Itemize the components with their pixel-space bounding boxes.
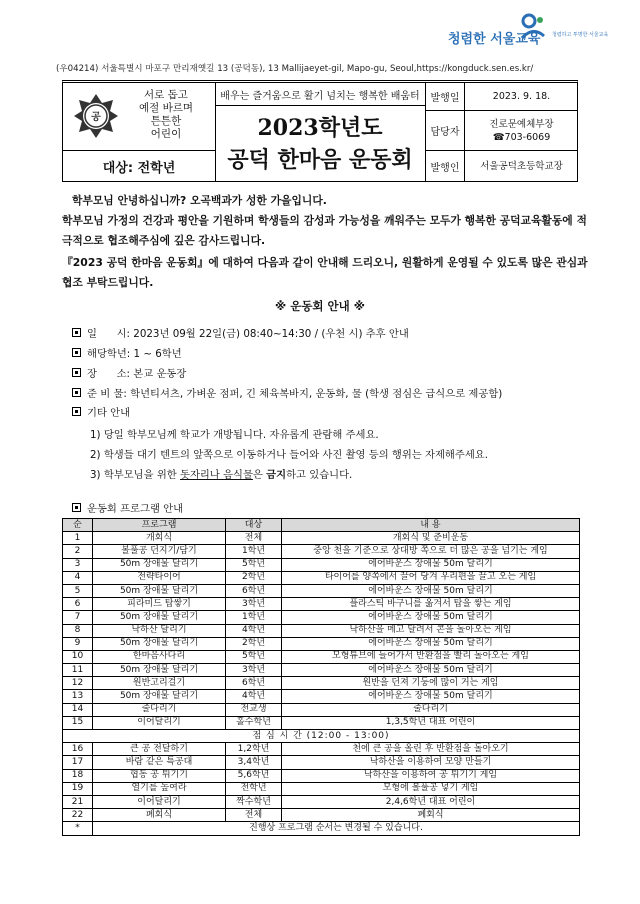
- bullet-icon: [72, 348, 81, 357]
- row-program: 열기를 높여라: [93, 782, 226, 795]
- row-content: 2,4,6학년 대표 어린이: [282, 795, 580, 808]
- row-content: 낙하산을 이용하여 공 튀기기 게임: [282, 769, 580, 782]
- letter-paragraph-2: 『2023 공덕 한마음 운동회』에 대하여 다음과 같이 안내해 드리오니, 원활하게 운영될 수 있도록 많은 관심과 협조 부탁드립니다.: [62, 256, 588, 289]
- row-program: 낙하산 달리기: [93, 624, 226, 637]
- row-order: 9: [63, 637, 93, 650]
- row-target: 3,4학년: [226, 756, 282, 769]
- row-target: 6학년: [226, 584, 282, 597]
- row-order: 7: [63, 611, 93, 624]
- row-order: 15: [63, 716, 93, 729]
- row-order: 4: [63, 571, 93, 584]
- row-content: 낙하산을 이용하여 모양 만들기: [282, 756, 580, 769]
- program-row: [63, 624, 580, 637]
- program-row: [63, 545, 580, 558]
- logo-text: 청렴한 서울교육: [448, 32, 541, 47]
- row-program: 전략타이어: [93, 571, 226, 584]
- program-row: [63, 532, 580, 545]
- info-item-place: [72, 367, 186, 381]
- newsletter-header: [62, 80, 578, 182]
- row-order: 17: [63, 756, 93, 769]
- row-content: 1,3,5학년 대표 어린이: [282, 716, 580, 729]
- meta-publisher-row: [426, 151, 578, 182]
- bullet-icon: [72, 503, 81, 512]
- program-row: [63, 703, 580, 716]
- etc-note-2: 2) 학생들 대기 텐트의 앞쪽으로 이동하거나 들어와 사진 촬영 등의 행위는 자제해주세요.: [90, 449, 488, 461]
- row-order: 22: [63, 809, 93, 822]
- row-content: 줄다리기: [282, 703, 580, 716]
- etc-note-3-text: 은: [252, 469, 267, 481]
- program-row: [63, 598, 580, 611]
- row-content: 타이어를 양쪽에서 끌어 당겨 우리편을 끌고 오는 게임: [282, 571, 580, 584]
- title-event: 공덕 한마음 운동회: [227, 147, 413, 173]
- row-target: 1학년: [226, 545, 282, 558]
- row-program: 폐회식: [93, 809, 226, 822]
- lunch-row: [63, 730, 580, 743]
- col-header-target: 대상: [226, 519, 282, 532]
- note-cell: 진행상 프로그램 순서는 변경될 수 있습니다.: [93, 822, 580, 835]
- etc-note-3: [90, 466, 352, 481]
- info-item-date: [72, 327, 409, 341]
- header-left: [63, 83, 216, 181]
- row-content: 모형튜브에 들어가서 반환점을 빨리 돌아오는 게임: [282, 650, 580, 663]
- motto-line: 서로 돕고: [144, 89, 188, 101]
- row-content: 에어바운스 장애물 50m 달리기: [282, 637, 580, 650]
- row-program: 원반고리걸기: [93, 677, 226, 690]
- program-row: [63, 571, 580, 584]
- program-heading: [72, 500, 183, 515]
- row-program: 피라미드 탑쌓기: [93, 598, 226, 611]
- row-target: 홀수학년: [226, 716, 282, 729]
- row-program: 50m 장애물 달리기: [93, 584, 226, 597]
- row-content: 에어바운스 장애물 50m 달리기: [282, 690, 580, 703]
- row-order: 12: [63, 677, 93, 690]
- header-middle: [215, 83, 425, 181]
- meta-person-label: 담당자: [426, 111, 465, 150]
- row-target: 5,6학년: [226, 769, 282, 782]
- motto-line: 어린이: [150, 128, 182, 140]
- row-program: 50m 장애물 달리기: [93, 664, 226, 677]
- row-content: 모형에 볼풀공 넣기 게임: [282, 782, 580, 795]
- col-header-program: 프로그램: [93, 519, 226, 532]
- school-address: (우04214) 서울특별시 마포구 만리재옛길 13 (공덕동), 13 Mallijaeyet-gil, Mapo-gu, Seoul,https://kongduck.sen.es.kr/: [56, 64, 534, 74]
- svg-text:공: 공: [91, 112, 101, 123]
- school-emblem-icon: [73, 93, 119, 139]
- row-content: 개회식 및 준비운동: [282, 532, 580, 545]
- meta-person-value: [465, 111, 578, 150]
- info-item-grade: [72, 347, 182, 361]
- program-row: [63, 795, 580, 808]
- row-program: 50m 장애물 달리기: [93, 558, 226, 571]
- col-header-order: 순: [63, 519, 93, 532]
- row-target: 짝수학년: [226, 795, 282, 808]
- row-target: 1,2학년: [226, 743, 282, 756]
- etc-note-3-underlined: 돗자리나 음식물: [180, 469, 253, 481]
- program-row: [63, 782, 580, 795]
- row-program: 볼풀공 던지기/담기: [93, 545, 226, 558]
- info-item-etc: [72, 406, 130, 420]
- meta-person-row: [426, 111, 578, 151]
- row-target: 5학년: [226, 558, 282, 571]
- program-row: [63, 677, 580, 690]
- program-row: [63, 743, 580, 756]
- row-order: 3: [63, 558, 93, 571]
- program-row: [63, 756, 580, 769]
- row-program: 이어달리기: [93, 795, 226, 808]
- header-meta: [425, 83, 578, 181]
- info-text: 기타 안내: [87, 407, 131, 419]
- row-content: 플라스틱 바구니를 옮겨서 탑을 쌓는 게임: [282, 598, 580, 611]
- program-row: [63, 769, 580, 782]
- row-content: 천에 큰 공을 올린 후 반환점을 돌아오기: [282, 743, 580, 756]
- row-target: 6학년: [226, 677, 282, 690]
- person-title: 진로문예체부장: [489, 118, 554, 130]
- row-order: 18: [63, 769, 93, 782]
- row-target: 전체: [226, 532, 282, 545]
- greeting-text: 학부모님 안녕하십니까? 오곡백과가 성한 가을입니다.: [72, 194, 327, 207]
- row-order: 19: [63, 782, 93, 795]
- row-program: 이어달리기: [93, 716, 226, 729]
- info-text: 준 비 물: 학년티셔츠, 가벼운 점퍼, 긴 체육복바지, 운동화, 물 (학생 점심은 급식으로 제공함): [87, 388, 503, 400]
- lunch-cell: 점 심 시 간 (12:00 - 13:00): [63, 730, 580, 743]
- row-order: 6: [63, 598, 93, 611]
- row-order: 10: [63, 650, 93, 663]
- row-target: 4학년: [226, 624, 282, 637]
- etc-note-3-text: 3) 학부모님을 위한: [90, 469, 181, 481]
- row-program: 큰 공 전달하기: [93, 743, 226, 756]
- meta-date-row: [426, 83, 578, 111]
- program-row: [63, 584, 580, 597]
- person-phone: ☎703-6069: [492, 131, 551, 143]
- program-body-morning: [63, 532, 580, 730]
- row-order: 13: [63, 690, 93, 703]
- row-order: 11: [63, 664, 93, 677]
- row-target: 5학년: [226, 650, 282, 663]
- etc-note-3-text: 하고 있습니다.: [286, 469, 353, 481]
- school-slogan: 배우는 즐거움으로 활기 넘치는 행복한 배움터: [215, 83, 425, 106]
- program-row: [63, 558, 580, 571]
- row-order: 2: [63, 545, 93, 558]
- row-content: 에어바운스 장애물 50m 달리기: [282, 611, 580, 624]
- bullet-icon: [72, 328, 81, 337]
- target-audience: 대상: 전학년: [63, 150, 215, 181]
- program-row: [63, 650, 580, 663]
- row-program: 한마음사다리: [93, 650, 226, 663]
- program-row: [63, 690, 580, 703]
- row-program: 50m 장애물 달리기: [93, 690, 226, 703]
- letter-paragraph-1: 학부모님 가정의 건강과 평안을 기원하며 학생들의 감성과 가능성을 깨워주는 모두가 행복한 공덕교육활동에 적극적으로 협조해주심에 깊은 감사드립니다.: [62, 214, 587, 247]
- program-row: [63, 809, 580, 822]
- program-row: [63, 637, 580, 650]
- row-program: 줄다리기: [93, 703, 226, 716]
- row-content: 폐회식: [282, 809, 580, 822]
- row-order: 8: [63, 624, 93, 637]
- row-content: 에어바운스 장애물 50m 달리기: [282, 558, 580, 571]
- row-order: 1: [63, 532, 93, 545]
- row-content: 에어바운스 장애물 50m 달리기: [282, 584, 580, 597]
- row-order: 14: [63, 703, 93, 716]
- program-row: [63, 611, 580, 624]
- program-body-afternoon: [63, 743, 580, 822]
- meta-date-value: 2023. 9. 18.: [492, 91, 551, 102]
- info-text: 일 시: 2023년 09월 22일(금) 08:40~14:30 / (우천 시) 추후 안내: [87, 328, 409, 340]
- row-content: 중앙 천을 기준으로 상대방 쪽으로 더 많은 공을 넘기는 게임: [282, 545, 580, 558]
- meta-date-label: 발행일: [426, 83, 465, 110]
- row-order: 16: [63, 743, 93, 756]
- row-content: 낙하산을 메고 달려서 콘을 돌아오는 게임: [282, 624, 580, 637]
- row-order: 5: [63, 584, 93, 597]
- col-header-content: 내 용: [282, 519, 580, 532]
- bullet-icon: [72, 407, 81, 416]
- row-target: 전체: [226, 809, 282, 822]
- note-row: [63, 822, 580, 835]
- row-target: 4학년: [226, 690, 282, 703]
- bullet-icon: [72, 368, 81, 377]
- row-target: 전학년: [226, 782, 282, 795]
- program-header-row: [63, 519, 580, 532]
- info-item-supplies: [72, 387, 502, 401]
- row-target: 1학년: [226, 611, 282, 624]
- row-target: 전교생: [226, 703, 282, 716]
- seoul-education-logo: [448, 8, 628, 52]
- row-program: 협동 공 튀기기: [93, 769, 226, 782]
- program-lunch: [63, 730, 580, 743]
- row-program: 개회식: [93, 532, 226, 545]
- row-target: 2학년: [226, 571, 282, 584]
- row-content: 원반을 던져 기둥에 많이 거는 게임: [282, 677, 580, 690]
- note-mark: *: [63, 822, 93, 835]
- row-target: 3학년: [226, 598, 282, 611]
- motto-line: 예절 바르며: [138, 102, 194, 114]
- meta-publisher-label: 발행인: [426, 151, 465, 182]
- program-heading-text: 운동회 프로그램 안내: [87, 503, 184, 515]
- row-target: 3학년: [226, 664, 282, 677]
- row-program: 바람 같은 특공대: [93, 756, 226, 769]
- notice-heading: ※ 운동회 안내 ※: [275, 299, 365, 313]
- bullet-icon: [72, 388, 81, 397]
- etc-note-3-bold: 금지: [266, 469, 287, 481]
- row-program: 50m 장애물 달리기: [93, 611, 226, 624]
- row-target: 2학년: [226, 637, 282, 650]
- program-row: [63, 716, 580, 729]
- title-year: 2023학년도: [257, 115, 383, 141]
- info-text: 장 소: 본교 운동장: [87, 368, 187, 380]
- program-note: [63, 822, 580, 835]
- row-program: 50m 장애물 달리기: [93, 637, 226, 650]
- motto-line: 튼튼한: [150, 115, 182, 127]
- row-order: 21: [63, 795, 93, 808]
- program-table: [62, 518, 580, 836]
- meta-publisher-value: 서울공덕초등학교장: [480, 161, 563, 172]
- school-motto: [123, 89, 209, 141]
- info-text: 해당학년: 1 ~ 6학년: [87, 348, 182, 360]
- program-row: [63, 664, 580, 677]
- row-content: 에어바운스 장애물 50m 달리기: [282, 664, 580, 677]
- etc-note-1: 1) 당일 학부모님께 학교가 개방됩니다. 자유롭게 관람해 주세요.: [90, 429, 379, 441]
- logo-subtext: 청렴하고 투명한 서울교육: [552, 32, 609, 38]
